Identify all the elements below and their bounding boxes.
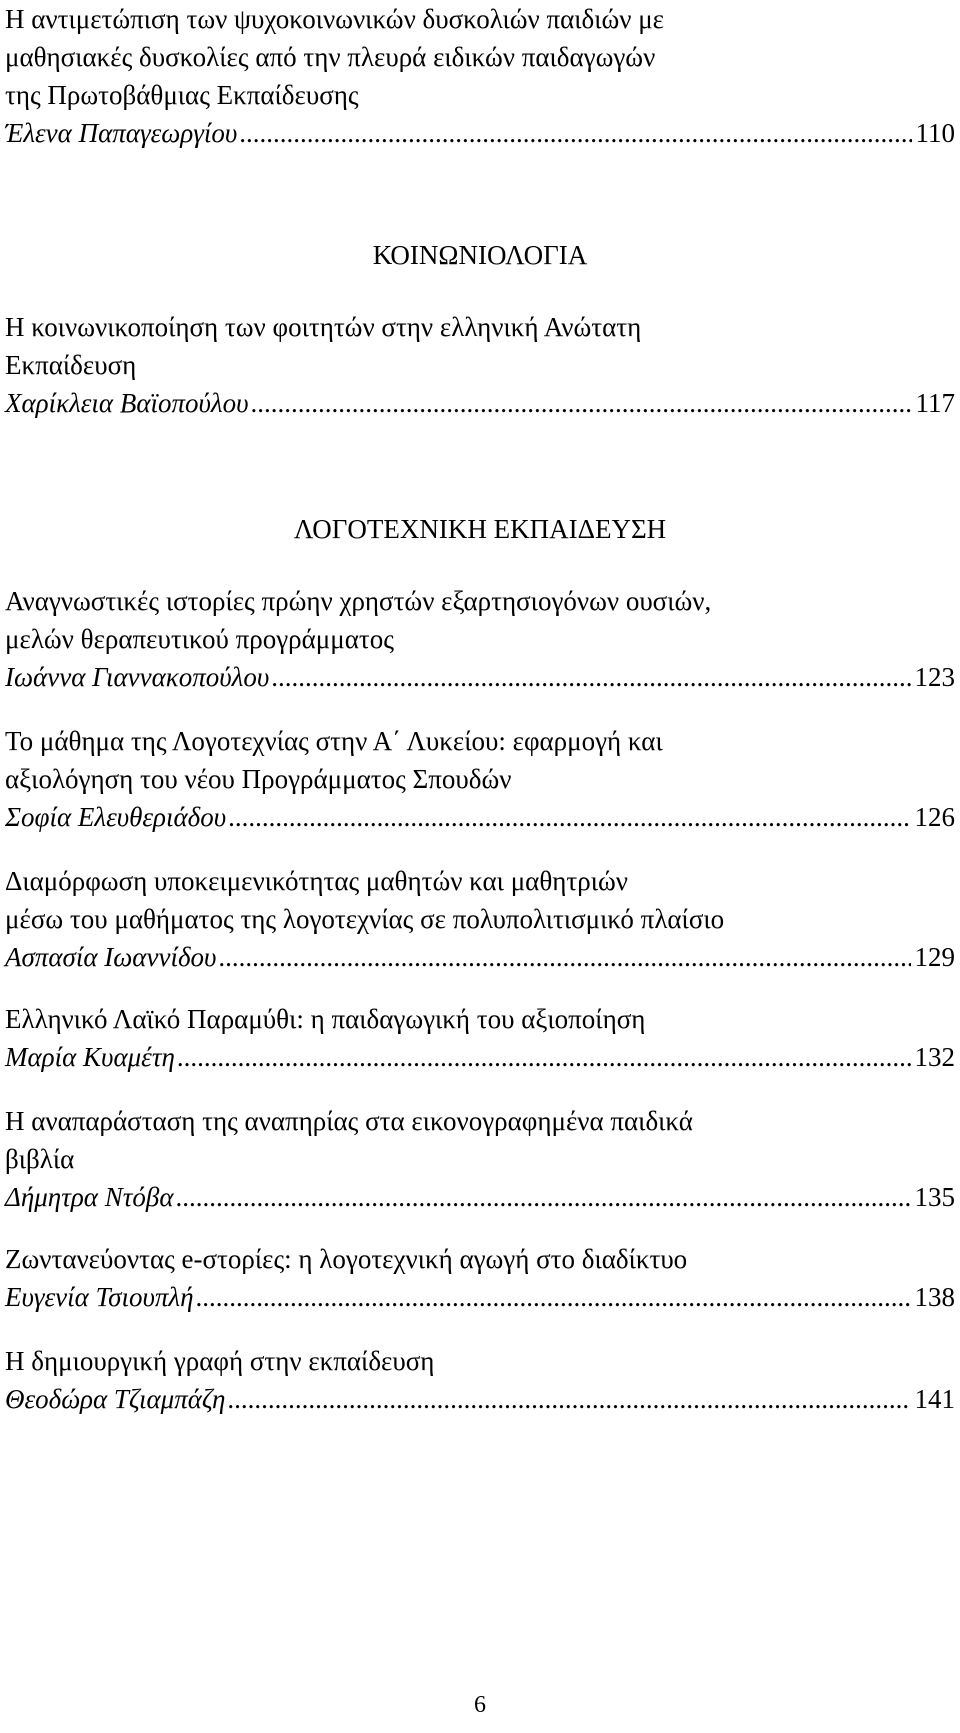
entry-title-line: Αναγνωστικές ιστορίες πρώην χρηστών εξαρτησιογόνων ουσιών, — [5, 586, 712, 616]
author-row — [5, 938, 955, 976]
entry-page-number: 141 — [914, 1384, 955, 1414]
author-row — [5, 798, 955, 836]
author-row — [5, 114, 955, 152]
entry-title-line: βιβλία — [5, 1144, 75, 1174]
entry-title-line: Η αναπαράσταση της αναπηρίας στα εικονογραφημένα παιδικά — [5, 1106, 693, 1136]
entry-page-number: 123 — [914, 662, 955, 692]
toc-entry — [5, 1102, 955, 1216]
entry-title-line: Ζωντανεύοντας e-στορίες: η λογοτεχνική αγωγή στο διαδίκτυο — [5, 1244, 688, 1274]
entry-page-number: 129 — [914, 942, 955, 972]
toc-entry — [5, 722, 955, 836]
entry-title-line: Εκπαίδευση — [5, 350, 137, 380]
entry-title-line: Διαμόρφωση υποκειμενικότητας μαθητών και μαθητριών — [5, 866, 628, 896]
entry-title-line: μέσω του μαθήματος της λογοτεχνίας σε πολυπολιτισμικό πλαίσιο — [5, 904, 725, 934]
dot-leader — [239, 114, 911, 152]
toc-entry — [5, 862, 955, 976]
author-row — [5, 1380, 955, 1418]
entry-author: Δήμητρα Ντόβα — [5, 1182, 174, 1212]
entry-title-line: Η αντιμετώπιση των ψυχοκοινωνικών δυσκολιών παιδιών με — [5, 4, 665, 34]
section-heading: ΛΟΓΟΤΕΧΝΙΚΗ ΕΚΠΑΙΔΕΥΣΗ — [293, 514, 667, 544]
dot-leader — [176, 1178, 911, 1216]
author-row — [5, 658, 955, 696]
dot-leader — [218, 938, 910, 976]
entry-page-number: 117 — [915, 388, 955, 418]
dot-leader — [177, 1038, 911, 1076]
entry-page-number: 138 — [914, 1282, 955, 1312]
toc-entry — [5, 1240, 955, 1316]
page-number: 6 — [474, 1692, 486, 1718]
section-heading: ΚΟΙΝΩΝΙΟΛΟΓΙΑ — [372, 240, 588, 270]
entry-author: Θεοδώρα Τζιαμπάζη — [5, 1384, 226, 1414]
toc-entry — [5, 0, 955, 152]
entry-title-line: Ελληνικό Λαϊκό Παραμύθι: η παιδαγωγική του αξιοποίηση — [5, 1004, 646, 1034]
entry-page-number: 126 — [914, 802, 955, 832]
dot-leader — [271, 658, 910, 696]
entry-title-line: αξιολόγηση του νέου Προγράμματος Σπουδών — [5, 764, 512, 794]
entry-title-line: Η δημιουργική γραφή στην εκπαίδευση — [5, 1346, 435, 1376]
toc-entry — [5, 1342, 955, 1418]
entry-author: Ασπασία Ιωαννίδου — [5, 942, 217, 972]
entry-author: Έλενα Παπαγεωργίου — [5, 118, 238, 148]
author-row — [5, 384, 955, 422]
entry-title-line: Το μάθημα της Λογοτεχνίας στην Α΄ Λυκείου: εφαρμογή και — [5, 726, 663, 756]
entry-page-number: 110 — [915, 118, 955, 148]
entry-author: Σοφία Ελευθεριάδου — [5, 802, 227, 832]
toc-entry — [5, 1000, 955, 1076]
toc-page — [5, 0, 955, 1733]
toc-entry — [5, 582, 955, 696]
entry-title-line: Η κοινωνικοποίηση των φοιτητών στην ελληνική Ανώτατη — [5, 312, 642, 342]
entry-page-number: 135 — [914, 1182, 955, 1212]
entry-author: Μαρία Κυαμέτη — [5, 1042, 175, 1072]
entry-author: Ιωάννα Γιαννακοπούλου — [5, 662, 270, 692]
dot-leader — [195, 1278, 910, 1316]
dot-leader — [227, 1380, 910, 1418]
dot-leader — [251, 384, 912, 422]
toc-entry — [5, 308, 955, 422]
entry-title-line: μελών θεραπευτικού προγράμματος — [5, 624, 394, 654]
author-row — [5, 1178, 955, 1216]
entry-author: Χαρίκλεια Βαϊοπούλου — [5, 388, 249, 418]
entry-author: Ευγενία Τσιουπλή — [5, 1282, 194, 1312]
author-row — [5, 1278, 955, 1316]
entry-title-line: της Πρωτοβάθμιας Εκπαίδευσης — [5, 80, 359, 110]
entry-title-line: μαθησιακές δυσκολίες από την πλευρά ειδικών παιδαγωγών — [5, 42, 656, 72]
entry-page-number: 132 — [914, 1042, 955, 1072]
author-row — [5, 1038, 955, 1076]
dot-leader — [228, 798, 910, 836]
